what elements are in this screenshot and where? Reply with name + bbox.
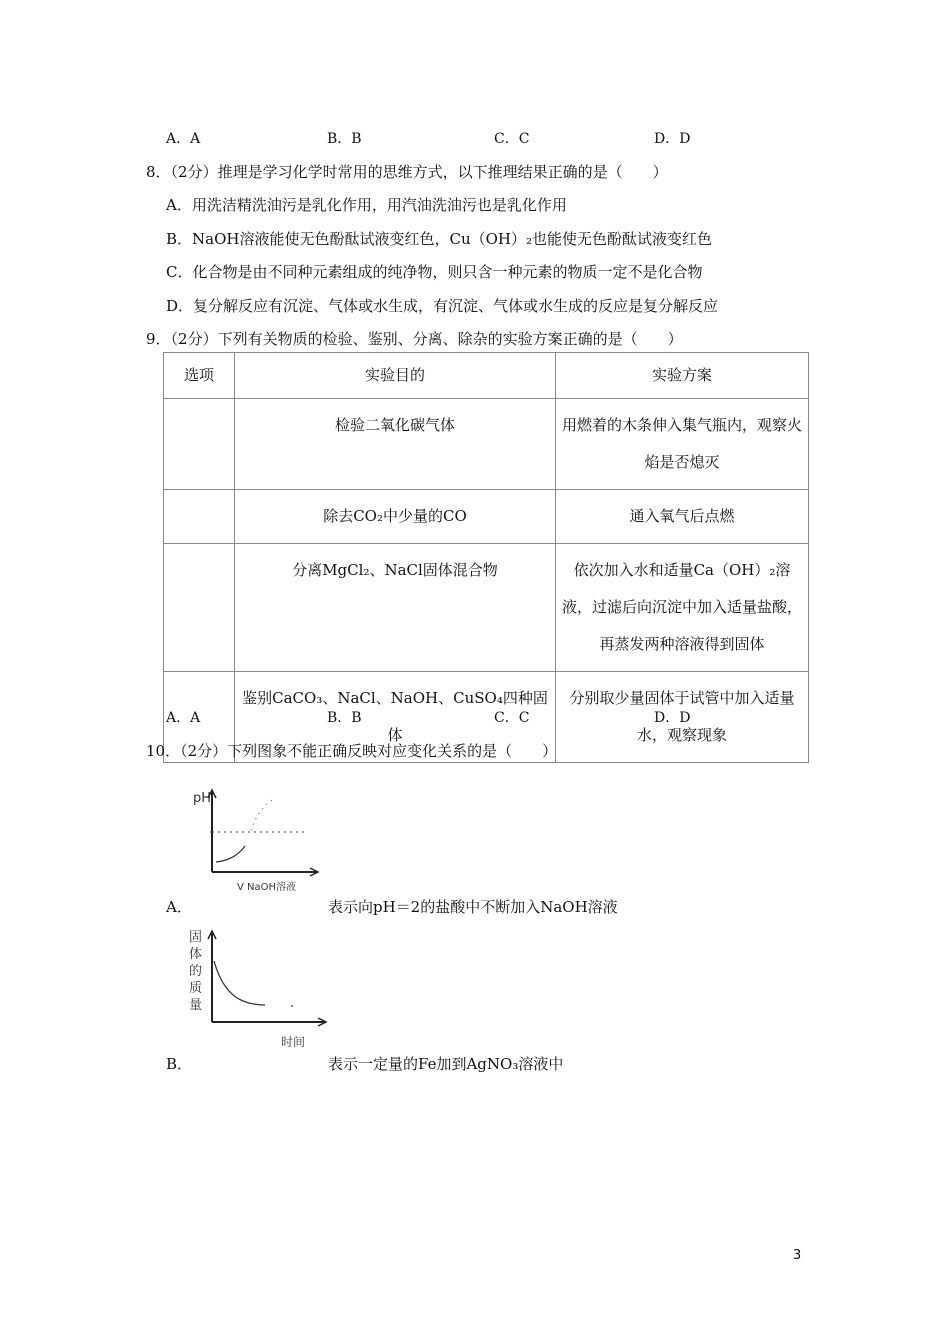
y-label-char: 质 bbox=[189, 981, 203, 996]
q10-b-label: B． bbox=[166, 1055, 193, 1073]
row-plan: 分别取少量固体于试管中加入适量水，观察现象 bbox=[556, 672, 809, 763]
q9-stem: 9．（2分）下列有关物质的检验、鉴别、分离、除杂的实验方案正确的是（ ） bbox=[146, 330, 683, 348]
y-label-char: 的 bbox=[189, 964, 203, 979]
row-purpose: 检验二氧化碳气体 bbox=[235, 399, 556, 490]
mass-curve bbox=[214, 961, 265, 1005]
q8-option-d: D．复分解反应有沉淀、气体或水生成，有沉淀、气体或水生成的反应是复分解反应 bbox=[166, 297, 719, 315]
q10-a-figure bbox=[185, 780, 335, 895]
q10-a-label: A． bbox=[166, 898, 192, 916]
q8-stem: 8．（2分）推理是学习化学时常用的思维方式，以下推理结果正确的是（ ） bbox=[146, 163, 668, 181]
q10-b-figure bbox=[185, 925, 335, 1055]
table-header-row bbox=[164, 353, 809, 399]
ph-axis-label: pH bbox=[193, 791, 212, 806]
ph-curve-upper bbox=[251, 798, 275, 830]
q7-option-b: B．B bbox=[327, 131, 362, 147]
header-purpose: 实验目的 bbox=[235, 353, 556, 399]
row-purpose: 除去CO₂中少量的CO bbox=[235, 490, 556, 544]
q9-table bbox=[163, 352, 809, 763]
row-option bbox=[164, 490, 235, 544]
row-option bbox=[164, 544, 235, 672]
q9-option-c: C．C bbox=[494, 710, 530, 726]
row-plan: 通入氧气后点燃 bbox=[556, 490, 809, 544]
q10-b-text: 表示一定量的Fe加到AgNO₃溶液中 bbox=[328, 1055, 564, 1073]
table-row bbox=[164, 490, 809, 544]
row-plan: 用燃着的木条伸入集气瓶内，观察火焰是否熄灭 bbox=[556, 399, 809, 490]
q9-option-d: D．D bbox=[654, 710, 691, 726]
x-axis-label: V NaOH溶液 bbox=[237, 882, 297, 893]
table-row bbox=[164, 544, 809, 672]
y-label-char: 体 bbox=[189, 947, 203, 962]
q8-option-b: B．NaOH溶液能使无色酚酞试液变红色，Cu（OH）₂也能使无色酚酞试液变红色 bbox=[166, 230, 713, 248]
row-option bbox=[164, 399, 235, 490]
q7-option-d: D．D bbox=[654, 131, 691, 147]
q7-option-a: A．A bbox=[166, 131, 201, 147]
y-label-char: 量 bbox=[189, 998, 203, 1013]
header-option: 选项 bbox=[164, 353, 235, 399]
q8-option-c: C．化合物是由不同种元素组成的纯净物，则只含一种元素的物质一定不是化合物 bbox=[166, 263, 703, 281]
q9-option-b: B．B bbox=[327, 710, 362, 726]
ph-curve bbox=[216, 846, 245, 862]
q10-stem: 10．（2分）下列图象不能正确反映对应变化关系的是（ ） bbox=[146, 742, 558, 760]
q8-option-a: A．用洗洁精洗油污是乳化作用，用汽油洗油污也是乳化作用 bbox=[166, 196, 567, 214]
table-row bbox=[164, 399, 809, 490]
curve-dot bbox=[291, 1005, 293, 1007]
row-purpose: 分离MgCl₂、NaCl固体混合物 bbox=[235, 544, 556, 672]
header-plan: 实验方案 bbox=[556, 353, 809, 399]
x-axis-label: 时间 bbox=[281, 1035, 306, 1049]
page-number: 3 bbox=[793, 1248, 802, 1263]
y-label-char: 固 bbox=[189, 930, 203, 945]
q9-option-a: A．A bbox=[166, 710, 201, 726]
row-purpose: 鉴别CaCO₃、NaCl、NaOH、CuSO₄四种固体 bbox=[235, 672, 556, 763]
q7-option-c: C．C bbox=[494, 131, 530, 147]
q10-a-text: 表示向pH＝2的盐酸中不断加入NaOH溶液 bbox=[328, 898, 618, 916]
row-plan: 依次加入水和适量Ca（OH）₂溶液，过滤后向沉淀中加入适量盐酸，再蒸发两种溶液得到固体 bbox=[556, 544, 809, 672]
